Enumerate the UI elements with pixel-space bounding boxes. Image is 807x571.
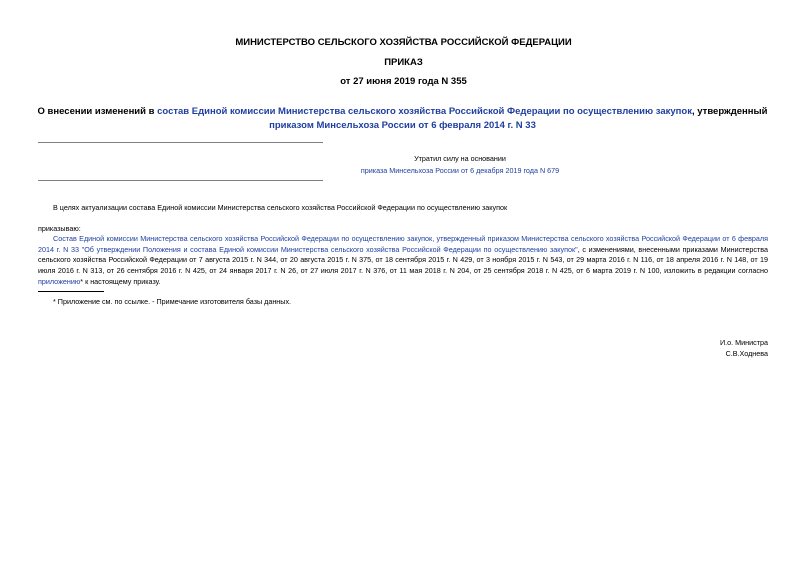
title-link-order[interactable]: приказом Минсельхоза России от 6 февраля 2014 г. N 33 [269, 120, 536, 131]
document-title [30, 105, 775, 133]
title-prefix: О внесении изменений в [37, 106, 158, 117]
footnote-divider [38, 291, 104, 292]
divider-top [38, 142, 323, 143]
document-date-number: от 27 июня 2019 года N 355 [340, 76, 467, 87]
void-notice-container [38, 164, 807, 177]
body-link-appendix[interactable]: приложению [38, 276, 81, 286]
void-notice-link[interactable]: приказа Минсельхоза России от 6 декабря 2019 года N 679 [360, 166, 560, 175]
signature-name: С.В.Ходнева [725, 349, 768, 358]
title-link-commission[interactable]: состав Единой комиссии Министерства сельского хозяйства Российской Федерации по осуществлению закупок [157, 106, 692, 117]
body-ending-text: * к настоящему приказу. [80, 276, 161, 286]
void-notice-text: Утратил силу на основании [414, 154, 506, 163]
main-paragraph [38, 234, 768, 288]
document-type-heading: ПРИКАЗ [384, 57, 423, 68]
divider-bottom [38, 180, 323, 181]
footnote: * Приложение см. по ссылке. - Примечание изготовителя базы данных. [53, 297, 292, 306]
body-amendments-text: , с изменениями, внесенными приказами Министерства сельского хозяйства Российской Федерации от 7 августа 2015 г. N 344, от 20 августа 2015 г. N 375, от 18 сентября 2015 г. N 429, от 3 ноября 2015 г. N 543, от 29 марта 2016 г. N 116, от 18 апреля 2016 г. N 148, от 19 июля 2016 г. N 313, от 26 сентября 2016 г. N 425, от 24 января 2017 г. N 26, от 27 июля 2017 г. N 376, от 11 мая 2018 г. N 204, от 25 сентября 2018 г. N 425, от 6 марта 2019 г. N 100, изложить в редакции согласно [38, 244, 768, 276]
purpose-paragraph: В целях актуализации состава Единой комиссии Министерства сельского хозяйства Российской Федерации по осуществлению закупок [53, 203, 508, 212]
order-word: приказываю: [38, 224, 81, 233]
signature-block [720, 337, 768, 359]
body-link-commission-composition[interactable]: Состав Единой комиссии Министерства сельского хозяйства Российской Федерации по осуществлению закупок, утвержденный приказом Министерства сельского хозяйства Российской Федерации от 6 февраля 2014 г. N 33 "Об утверждении Положения и состава Единой комиссии Министерства сельского хозяйства Российской Федерации по осуществлению закупок" [38, 234, 768, 254]
ministry-heading: МИНИСТЕРСТВО СЕЛЬСКОГО ХОЗЯЙСТВА РОССИЙСКОЙ ФЕДЕРАЦИИ [235, 37, 572, 48]
title-middle: , утвержденный [691, 106, 768, 117]
signature-position: И.о. Министра [719, 338, 768, 347]
